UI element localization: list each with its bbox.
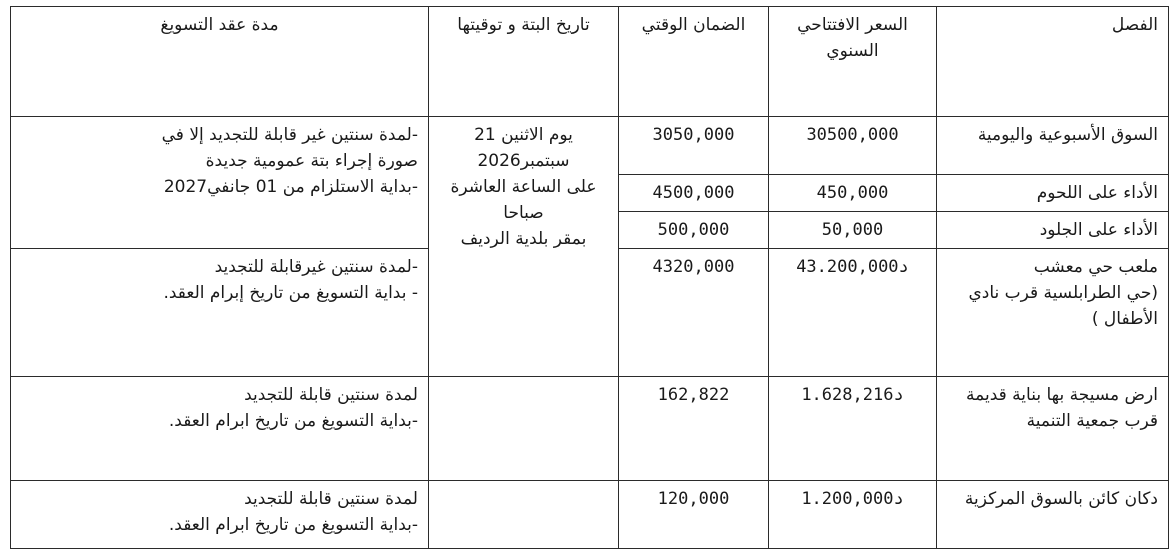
deposit-value: 162,822: [619, 377, 769, 481]
deposit-value: 3050,000: [619, 117, 769, 175]
item-name-line: السوق الأسبوعية واليومية: [977, 125, 1158, 145]
item-name-line: دكان كائن بالسوق المركزية: [964, 489, 1158, 509]
duration-cell: [11, 249, 429, 377]
item-name-line: الأداء على الجلود: [1039, 220, 1158, 240]
opening-price-value: 43.200,000د: [769, 249, 937, 377]
item-name-line: ارض مسيجة بها بناية قديمة: [966, 385, 1158, 405]
header-auction-date: تاريخ البتة و توقيتها: [429, 7, 619, 117]
item-name: [937, 175, 1169, 212]
item-name: [937, 212, 1169, 249]
duration-line: لمدة سنتين قابلة للتجديد: [244, 385, 418, 405]
auction-date-line: سبتمبر2026: [477, 151, 570, 171]
opening-price-value: 1.628,216د: [769, 377, 937, 481]
duration-line: -لمدة سنتين غير قابلة للتجديد إلا في: [161, 125, 418, 145]
auction-date-cell-empty: [429, 481, 619, 549]
auction-date-line: صباحا: [503, 203, 544, 223]
tender-table: [10, 6, 1169, 549]
item-name-line: الأداء على اللحوم: [1036, 183, 1158, 203]
item-name-line: ملعب حي معشب: [1033, 257, 1158, 277]
opening-price-value: 30500,000: [769, 117, 937, 175]
duration-line: -لمدة سنتين غيرقابلة للتجديد: [214, 257, 418, 277]
header-opening-price: السعر الافتتاحي السنوي: [769, 7, 937, 117]
item-name-line: (حي الطرابلسية قرب نادي: [968, 283, 1158, 303]
table-row: [11, 377, 1169, 481]
item-name: [937, 249, 1169, 377]
auction-location-line: بمقر بلدية الرديف: [460, 229, 587, 249]
header-deposit: الضمان الوقتي: [619, 7, 769, 117]
duration-line: لمدة سنتين قابلة للتجديد: [244, 489, 418, 509]
duration-line: -بداية الاستلزام من 01 جانفي2027: [163, 177, 418, 197]
opening-price-value: 50,000: [769, 212, 937, 249]
table-row: [11, 481, 1169, 549]
item-name: [937, 117, 1169, 175]
auction-date-line: يوم الاثنين 21: [474, 125, 573, 145]
auction-date-cell: [429, 117, 619, 377]
deposit-value: 120,000: [619, 481, 769, 549]
deposit-value: 4500,000: [619, 175, 769, 212]
auction-date-cell-empty: [429, 377, 619, 481]
auction-date-line: على الساعة العاشرة: [450, 177, 597, 197]
duration-line: صورة إجراء بتة عمومية جديدة: [205, 151, 418, 171]
item-name-line: الأطفال ): [1091, 309, 1158, 329]
deposit-value: 4320,000: [619, 249, 769, 377]
item-name: [937, 481, 1169, 549]
header-season: الفصل: [937, 7, 1169, 117]
item-name: [937, 377, 1169, 481]
opening-price-value: 1.200,000د: [769, 481, 937, 549]
duration-cell: [11, 481, 429, 549]
header-contract-duration: مدة عقد التسويغ: [11, 7, 429, 117]
table-row: [11, 117, 1169, 175]
duration-cell: [11, 117, 429, 249]
item-name-line: قرب جمعية التنمية: [1026, 411, 1158, 431]
deposit-value: 500,000: [619, 212, 769, 249]
opening-price-value: 450,000: [769, 175, 937, 212]
duration-line: -بداية التسويغ من تاريخ ابرام العقد.: [168, 515, 418, 535]
header-row: [11, 7, 1169, 117]
duration-line: -بداية التسويغ من تاريخ ابرام العقد.: [168, 411, 418, 431]
duration-cell: [11, 377, 429, 481]
duration-line: - بداية التسويغ من تاريخ إبرام العقد.: [163, 283, 418, 303]
